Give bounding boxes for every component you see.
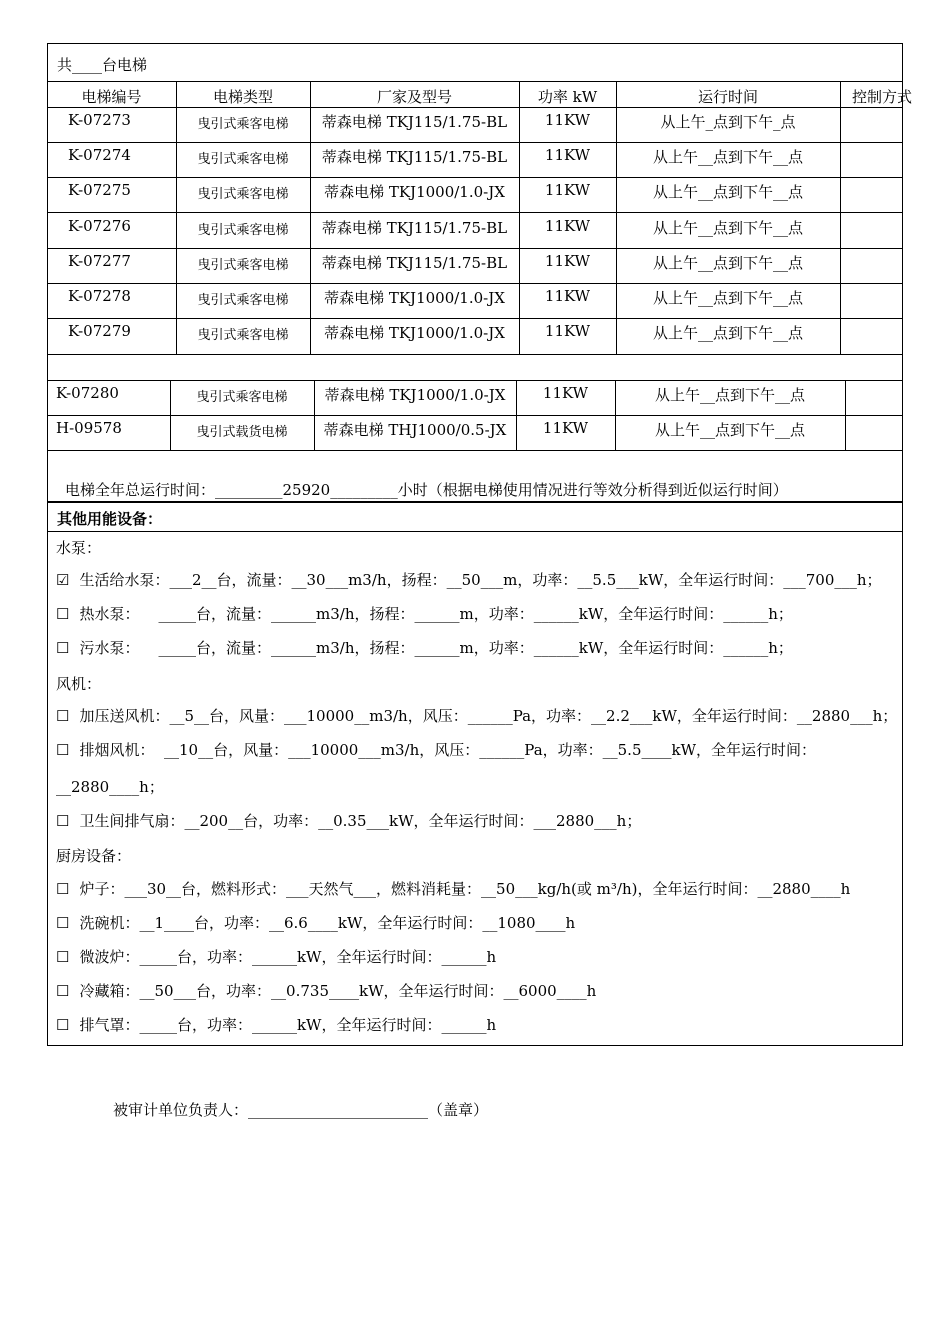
elevator-id-cell: K-07275 xyxy=(68,181,131,199)
equipment-text: 热水泵： _____台，流量：______m3/h，扬程：______m，功率：______kW，全年运行时间：______h； xyxy=(79,605,793,623)
elevator-model-cell: 蒂森电梯 TKJ115/1.75-BL xyxy=(321,254,508,272)
elevator-type-cell: 曳引式乘客电梯 xyxy=(197,258,289,273)
equipment-line xyxy=(56,912,575,933)
checkbox[interactable]: ☐ xyxy=(56,812,70,830)
elevator-type-cell: 曳引式乘客电梯 xyxy=(197,293,289,308)
elevator-type-cell: 曳引式乘客电梯 xyxy=(197,328,289,343)
checkbox[interactable]: ☐ xyxy=(56,914,70,932)
elevator-power-cell: 11KW xyxy=(544,181,591,199)
table-rule xyxy=(845,380,846,450)
elevator-id-cell: H-09578 xyxy=(56,419,122,437)
equipment-text: 排气罩：_____台，功率：______kW，全年运行时间：______h xyxy=(79,1016,497,1034)
checked-checkbox[interactable]: ☑ xyxy=(56,571,70,589)
elevator-power-cell: 11KW xyxy=(544,252,591,270)
elevator-power-cell: 11KW xyxy=(544,287,591,305)
header-power: 功率 kW xyxy=(537,88,598,106)
elevator-type-cell: 曳引式乘客电梯 xyxy=(197,223,289,238)
equipment-line xyxy=(56,637,793,658)
elevator-power-cell: 11KW xyxy=(544,111,591,129)
elevator-id-cell: K-07280 xyxy=(56,384,119,402)
equipment-text: 洗碗机：__1____台，功率：__6.6____kW，全年运行时间：__1080____h xyxy=(79,914,576,932)
equipment-line xyxy=(56,980,596,1001)
table-rule xyxy=(47,450,903,451)
equipment-text: 排烟风机： __10__台，风量：___10000___m3/h，风压：______Pa，功率：__5.5____kW，全年运行时间： xyxy=(79,741,817,759)
elevator-power-cell: 11KW xyxy=(544,146,591,164)
elevator-id-cell: K-07278 xyxy=(68,287,131,305)
section-divider xyxy=(47,501,903,503)
table-rule xyxy=(47,107,840,108)
elevator-model-cell: 蒂森电梯 TKJ1000/1.0-JX xyxy=(324,386,506,404)
elevator-time-cell: 从上午__点到下午__点 xyxy=(654,421,805,439)
elevator-power-cell: 11KW xyxy=(544,322,591,340)
equipment-line xyxy=(56,705,897,726)
equipment-text: 加压送风机：__5__台，风量：___10000__m3/h，风压：______Pa，功率：__2.2___kW，全年运行时间：__2880___h； xyxy=(79,707,898,725)
header-manufacturer-model: 厂家及型号 xyxy=(376,88,452,106)
equipment-text: 炉子：___30__台，燃料形式：___天然气___，燃料消耗量：__50___kg/h(或 m³/h)，全年运行时间：__2880____h xyxy=(79,880,851,898)
elevator-time-cell: 从上午__点到下午__点 xyxy=(652,148,803,166)
elevator-model-cell: 蒂森电梯 THJ1000/0.5-JX xyxy=(323,421,507,439)
pump-heading: 水泵： xyxy=(56,539,102,557)
elevator-model-cell: 蒂森电梯 TKJ115/1.75-BL xyxy=(321,113,508,131)
equipment-text: __2880____h； xyxy=(56,778,164,796)
equipment-line xyxy=(56,810,641,831)
elevator-model-cell: 蒂森电梯 TKJ115/1.75-BL xyxy=(321,219,508,237)
checkbox[interactable]: ☐ xyxy=(56,982,70,1000)
elevator-type-cell: 曳引式乘客电梯 xyxy=(196,390,288,405)
checkbox[interactable]: ☐ xyxy=(56,605,70,623)
elevator-id-cell: K-07277 xyxy=(68,252,131,270)
other-equipment-title: 其他用能设备： xyxy=(57,510,163,528)
elevator-count: 共____台电梯 xyxy=(57,56,148,74)
checkbox[interactable]: ☐ xyxy=(56,707,70,725)
equipment-text: 微波炉：_____台，功率：______kW，全年运行时间：______h xyxy=(79,948,497,966)
elevator-power-cell: 11KW xyxy=(542,384,589,402)
elevator-power-cell: 11KW xyxy=(542,419,589,437)
equipment-line xyxy=(56,569,882,590)
header-run-time: 运行时间 xyxy=(697,88,758,106)
checkbox[interactable]: ☐ xyxy=(56,639,70,657)
equipment-line xyxy=(56,776,164,797)
fan-heading: 风机： xyxy=(56,675,102,693)
equipment-line xyxy=(56,1014,496,1035)
equipment-text: 污水泵： _____台，流量：______m3/h，扬程：______m，功率：______kW，全年运行时间：______h； xyxy=(79,639,793,657)
equipment-text: 生活给水泵：___2__台，流量：__30___m3/h，扬程：__50___m，功率：__5.5___kW，全年运行时间：___700___h； xyxy=(79,571,882,589)
annual-runtime: 电梯全年总运行时间：_________25920_________小时（根据电梯使用情况进行等效分析得到近似运行时间） xyxy=(65,481,788,499)
elevator-time-cell: 从上午__点到下午__点 xyxy=(654,386,805,404)
table-rule xyxy=(840,81,841,354)
equipment-line xyxy=(56,878,850,899)
elevator-time-cell: 从上午__点到下午__点 xyxy=(652,289,803,307)
elevator-time-cell: 从上午__点到下午__点 xyxy=(652,219,803,237)
responsible-signature: 被审计单位负责人：________________________（盖章） xyxy=(113,1101,489,1119)
elevator-power-cell: 11KW xyxy=(544,217,591,235)
table-rule xyxy=(47,380,903,381)
elevator-id-cell: K-07273 xyxy=(68,111,131,129)
elevator-model-cell: 蒂森电梯 TKJ1000/1.0-JX xyxy=(324,289,505,307)
table-rule xyxy=(840,107,903,108)
elevator-type-cell: 曳引式乘客电梯 xyxy=(197,152,289,167)
header-elevator-type: 电梯类型 xyxy=(212,88,273,106)
header-control-mode: 控制方式 xyxy=(852,88,913,106)
elevator-id-cell: K-07279 xyxy=(68,322,131,340)
elevator-type-cell: 曳引式载货电梯 xyxy=(196,425,288,440)
table-rule xyxy=(47,415,903,416)
elevator-model-cell: 蒂森电梯 TKJ115/1.75-BL xyxy=(321,148,508,166)
equipment-text: 卫生间排气扇：__200__台，功率：__0.35___kW，全年运行时间：___2880___h； xyxy=(79,812,642,830)
checkbox[interactable]: ☐ xyxy=(56,880,70,898)
elevator-time-cell: 从上午__点到下午__点 xyxy=(652,254,803,272)
section-divider xyxy=(47,531,903,532)
elevator-time-cell: 从上午__点到下午__点 xyxy=(652,183,803,201)
elevator-time-cell: 从上午_点到下午_点 xyxy=(660,113,796,131)
table-rule xyxy=(47,354,903,355)
elevator-type-cell: 曳引式乘客电梯 xyxy=(197,117,289,132)
checkbox[interactable]: ☐ xyxy=(56,1016,70,1034)
elevator-id-cell: K-07274 xyxy=(68,146,131,164)
equipment-line xyxy=(56,946,496,967)
elevator-model-cell: 蒂森电梯 TKJ1000/1.0-JX xyxy=(324,324,505,342)
header-elevator-id: 电梯编号 xyxy=(81,88,142,106)
kitchen-heading: 厨房设备： xyxy=(56,847,132,865)
elevator-model-cell: 蒂森电梯 TKJ1000/1.0-JX xyxy=(324,183,505,201)
checkbox[interactable]: ☐ xyxy=(56,948,70,966)
elevator-id-cell: K-07276 xyxy=(68,217,131,235)
equipment-line xyxy=(56,739,816,760)
elevator-time-cell: 从上午__点到下午__点 xyxy=(652,324,803,342)
equipment-text: 冷藏箱：__50___台，功率：__0.735____kW，全年运行时间：__6000____h xyxy=(79,982,597,1000)
equipment-line xyxy=(56,603,793,624)
elevator-type-cell: 曳引式乘客电梯 xyxy=(197,187,289,202)
checkbox[interactable]: ☐ xyxy=(56,741,70,759)
